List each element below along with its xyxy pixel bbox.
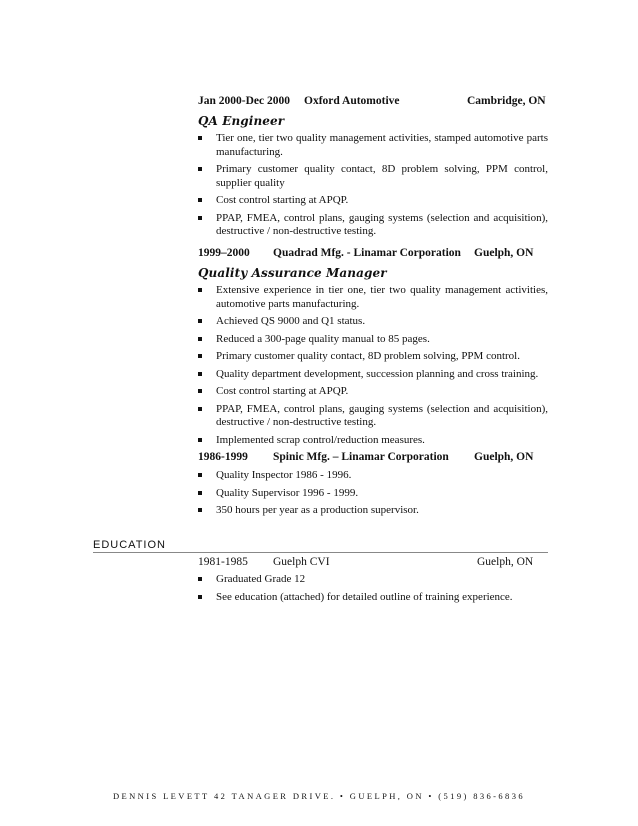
education-dates: 1981-1985 xyxy=(198,556,248,568)
job-bullet-list xyxy=(198,284,548,447)
bullet-square-icon xyxy=(198,167,202,171)
bullet-square-icon xyxy=(198,372,202,376)
list-item: Quality Inspector 1986 - 1996. xyxy=(198,469,548,483)
list-item: Primary customer quality contact, 8D problem solving, PPM control. xyxy=(198,350,548,364)
bullet-square-icon xyxy=(198,216,202,220)
education-entry xyxy=(198,556,548,608)
job-bullet-list xyxy=(198,469,548,518)
list-item: Quality department development, succession planning and cross training. xyxy=(198,368,548,382)
bullet-square-icon xyxy=(198,198,202,202)
education-school: Guelph CVI xyxy=(273,556,330,568)
bullet-square-icon xyxy=(198,389,202,393)
contact-footer: DENNIS LEVETT 42 TANAGER DRIVE. • GUELPH, ON • (519) 836-6836 xyxy=(113,791,525,801)
list-item: PPAP, FMEA, control plans, gauging systems (selection and acquisition), destructive / non-destructive testing. xyxy=(198,403,548,430)
job-dates: 1986-1999 xyxy=(198,451,248,463)
list-item: Graduated Grade 12 xyxy=(198,573,548,587)
bullet-square-icon xyxy=(198,407,202,411)
list-item: Cost control starting at APQP. xyxy=(198,385,548,399)
job-header xyxy=(198,451,548,467)
job-entry-quadrad xyxy=(198,247,548,451)
education-bullet-list xyxy=(198,573,548,604)
education-location: Guelph, ON xyxy=(477,556,534,568)
job-header xyxy=(198,247,548,263)
job-bullet-list xyxy=(198,132,548,239)
section-heading-education: EDUCATION xyxy=(93,539,166,551)
bullet-square-icon xyxy=(198,508,202,512)
bullet-square-icon xyxy=(198,473,202,477)
job-location: Guelph, ON xyxy=(474,247,534,259)
bullet-square-icon xyxy=(198,595,202,599)
job-dates: Jan 2000-Dec 2000 xyxy=(198,95,290,107)
list-item: 350 hours per year as a production supervisor. xyxy=(198,504,548,518)
bullet-square-icon xyxy=(198,288,202,292)
bullet-square-icon xyxy=(198,577,202,581)
list-item: Implemented scrap control/reduction measures. xyxy=(198,434,548,448)
job-header xyxy=(198,95,548,111)
bullet-square-icon xyxy=(198,491,202,495)
job-title: QA Engineer xyxy=(198,114,285,128)
bullet-square-icon xyxy=(198,438,202,442)
job-company: Oxford Automotive xyxy=(304,95,400,107)
job-entry-oxford xyxy=(198,95,548,243)
bullet-square-icon xyxy=(198,319,202,323)
list-item: PPAP, FMEA, control plans, gauging systems (selection and acquisition), destructive / non-destructive testing. xyxy=(198,212,548,239)
job-company: Quadrad Mfg. - Linamar Corporation xyxy=(273,247,461,259)
list-item: Achieved QS 9000 and Q1 status. xyxy=(198,315,548,329)
bullet-square-icon xyxy=(198,354,202,358)
list-item: See education (attached) for detailed outline of training experience. xyxy=(198,591,548,605)
job-entry-spinic xyxy=(198,451,548,522)
list-item: Reduced a 300-page quality manual to 85 pages. xyxy=(198,333,548,347)
list-item: Primary customer quality contact, 8D problem solving, PPM control, supplier quality xyxy=(198,163,548,190)
education-header xyxy=(198,556,548,571)
job-company: Spinic Mfg. – Linamar Corporation xyxy=(273,451,449,463)
job-dates: 1999–2000 xyxy=(198,247,250,259)
list-item: Quality Supervisor 1996 - 1999. xyxy=(198,487,548,501)
job-location: Guelph, ON xyxy=(474,451,534,463)
job-location: Cambridge, ON xyxy=(467,95,546,107)
bullet-square-icon xyxy=(198,337,202,341)
list-item: Cost control starting at APQP. xyxy=(198,194,548,208)
list-item: Extensive experience in tier one, tier two quality management activities, automotive parts manufacturing. xyxy=(198,284,548,311)
section-divider xyxy=(93,552,548,553)
job-title: Quality Assurance Manager xyxy=(198,266,387,280)
bullet-square-icon xyxy=(198,136,202,140)
list-item: Tier one, tier two quality management activities, stamped automotive parts manufacturing. xyxy=(198,132,548,159)
